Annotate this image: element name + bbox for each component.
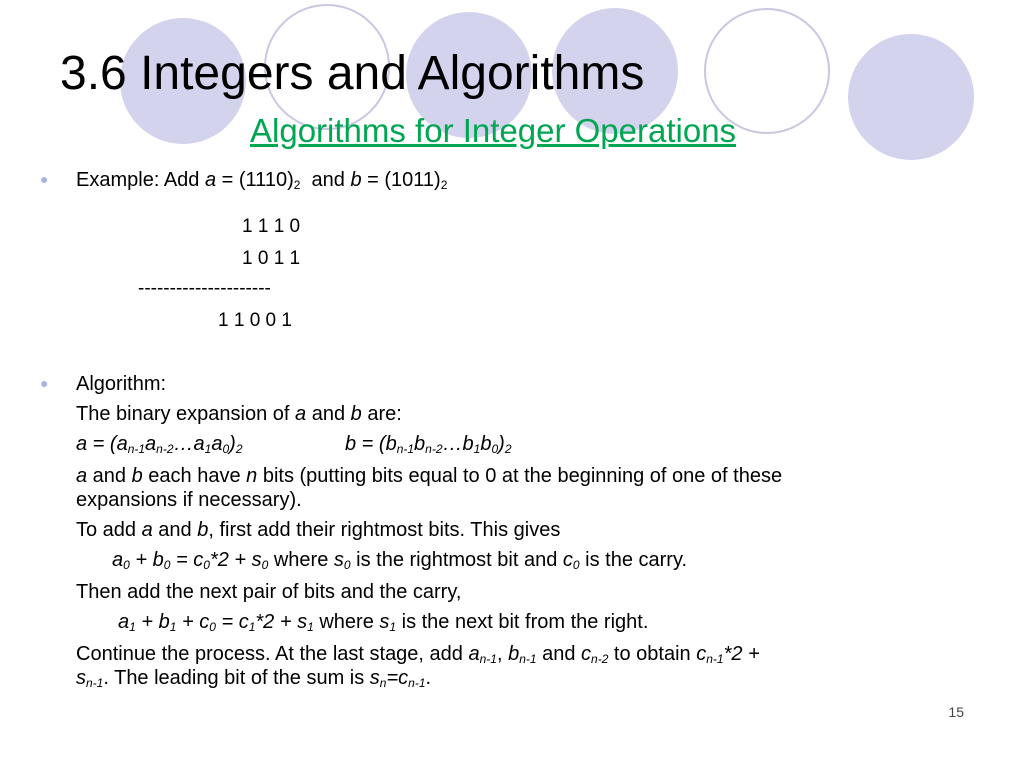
text: is the carry.: [579, 549, 688, 571]
subscript: n-1: [479, 652, 497, 666]
algo-line-8: [118, 610, 648, 634]
text: is the rightmost bit and: [350, 549, 563, 571]
subscript: n-1: [127, 442, 146, 456]
math: *2 +: [723, 643, 760, 665]
text: and: [306, 403, 351, 425]
var-s: s: [369, 667, 380, 689]
example-line: [76, 168, 447, 192]
subscript: 2: [235, 442, 243, 456]
var-a: a: [76, 465, 88, 487]
text: , first add their rightmost bits. This gives: [208, 519, 561, 541]
text: …a: [173, 433, 205, 455]
decor-circle: [848, 34, 974, 160]
math: + c: [176, 611, 210, 633]
var-s: s: [333, 549, 344, 571]
text: is the next bit from the right.: [396, 611, 649, 633]
subscript: n-1: [408, 676, 426, 690]
subscript: n-1: [519, 652, 537, 666]
algo-line-5: [76, 518, 560, 542]
text: = (1011): [361, 169, 441, 191]
var-c: c: [562, 549, 573, 571]
algo-line-7: Then add the next pair of bits and the carry,: [76, 581, 462, 603]
var-b: b: [131, 465, 143, 487]
text: ): [498, 433, 505, 455]
subscript: n-2: [591, 652, 609, 666]
math: + b: [135, 611, 170, 633]
slide-subtitle: Algorithms for Integer Operations: [250, 112, 737, 149]
text: The binary expansion of: [76, 403, 296, 425]
var-s: s: [379, 611, 390, 633]
page-number: 15: [948, 704, 964, 720]
sum-result: 1 1 0 0 1: [218, 310, 292, 331]
text: and: [300, 169, 351, 191]
var-c: c: [696, 643, 707, 665]
text: a: [211, 433, 223, 455]
subscript: 0: [123, 558, 130, 572]
text: to obtain: [608, 643, 697, 665]
var-a: a: [295, 403, 307, 425]
math: *2 + s: [255, 611, 308, 633]
text: Example: Add: [76, 169, 205, 191]
text: . The leading bit of the sum is: [103, 667, 370, 689]
text: and: [152, 519, 198, 541]
text: a = (a: [76, 433, 128, 455]
subscript: 1: [389, 620, 397, 634]
subscript: 0: [261, 558, 269, 572]
text: b: [480, 433, 492, 455]
algo-line-1: [76, 402, 402, 426]
text: a: [145, 433, 157, 455]
var-a: a: [204, 169, 217, 191]
math: = c: [170, 549, 204, 571]
text: where: [268, 549, 334, 571]
subscript: 1: [169, 620, 177, 634]
text: b: [414, 433, 426, 455]
algo-line-10: [76, 666, 431, 690]
subscript: 0: [163, 558, 171, 572]
algo-line-6: [112, 548, 687, 572]
text: = (1110): [216, 169, 294, 191]
var-c: c: [581, 643, 592, 665]
subscript: 1: [129, 620, 136, 634]
math: = c: [215, 611, 249, 633]
text: are:: [361, 403, 402, 425]
subscript: 1: [473, 442, 481, 456]
subscript: n: [379, 676, 387, 690]
text: ,: [496, 643, 509, 665]
algorithm-heading: Algorithm:: [76, 373, 167, 395]
var-a: a: [141, 519, 153, 541]
algo-line-4: expansions if necessary).: [76, 489, 302, 511]
subscript: 1: [248, 620, 256, 634]
bullet-icon: ●: [40, 375, 49, 391]
text: …b: [442, 433, 474, 455]
subscript: 0: [572, 558, 580, 572]
text: b = (b: [345, 433, 397, 455]
addend-2: 1 0 1 1: [242, 248, 301, 269]
text: where: [313, 611, 380, 633]
math: =c: [386, 667, 409, 689]
text: Continue the process. At the last stage, add: [76, 643, 469, 665]
addend-1: 1 1 1 0: [242, 216, 301, 237]
var-b: b: [350, 403, 362, 425]
subscript: 2: [293, 178, 301, 192]
subscript: 0: [209, 620, 216, 634]
algo-line-2b: [345, 432, 512, 456]
text: To add: [76, 519, 142, 541]
text: bits (putting bits equal to 0 at the beginning of one of these: [257, 465, 783, 487]
slide-title: 3.6 Integers and Algorithms: [60, 47, 645, 100]
var-n: n: [246, 465, 258, 487]
sum-rule: ---------------------: [138, 278, 271, 299]
var-b: b: [508, 643, 520, 665]
subscript: n-1: [706, 652, 724, 666]
text: ): [229, 433, 236, 455]
subscript: 2: [440, 178, 448, 192]
algo-line-2a: [76, 432, 243, 456]
text: each have: [142, 465, 247, 487]
var-a: a: [468, 643, 480, 665]
subscript: 0: [343, 558, 351, 572]
subscript: 0: [491, 442, 499, 456]
subscript: 2: [504, 442, 512, 456]
var-s: s: [76, 667, 86, 689]
algo-line-3: [76, 464, 782, 488]
subscript: n-2: [425, 442, 443, 456]
subscript: 0: [203, 558, 210, 572]
text: and: [536, 643, 582, 665]
bullet-icon: ●: [40, 171, 49, 187]
var-b: b: [197, 519, 209, 541]
subscript: n-1: [86, 676, 104, 690]
math: *2 + s: [209, 549, 262, 571]
math: a: [118, 611, 130, 633]
subscript: n-1: [396, 442, 415, 456]
subscript: n-2: [156, 442, 174, 456]
var-b: b: [350, 169, 362, 191]
text: and: [87, 465, 132, 487]
math: a: [112, 549, 124, 571]
subscript: 0: [222, 442, 230, 456]
algo-line-9: [76, 642, 760, 666]
subscript: 1: [204, 442, 212, 456]
math: + b: [129, 549, 164, 571]
subscript: 1: [307, 620, 314, 634]
text: .: [425, 667, 432, 689]
